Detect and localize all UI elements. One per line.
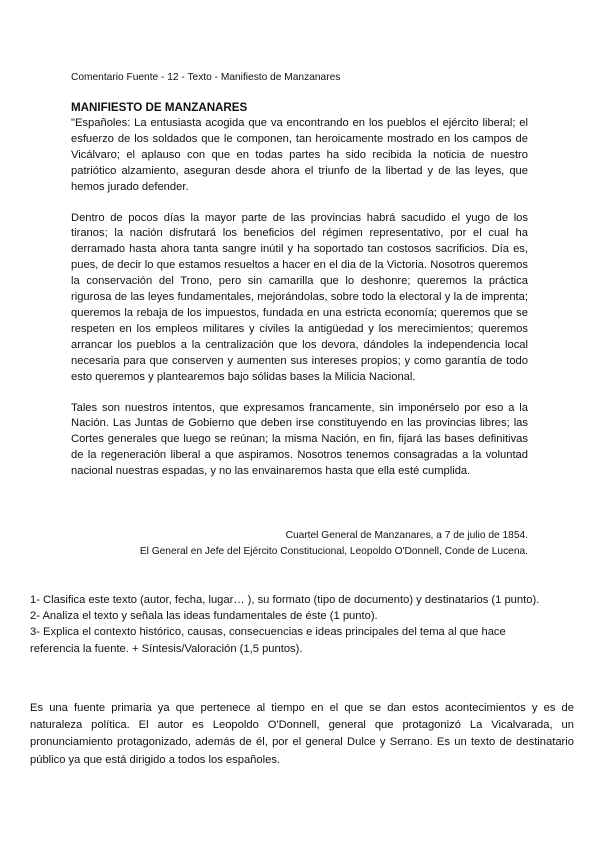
manifesto-block — [71, 100, 528, 495]
answer-paragraph: Es una fuente primaria ya que pertenece al tiempo en el que se dan estos acontecimientos y es de naturaleza política. El autor es Leopoldo O'Donnell, general que protagonizó La Vicalvarada, un pronunciamiento protagonizado, además de él, por el general Dulce y Serrano. Es un texto de destinatario público ya que está dirigido a todos los españoles. — [30, 702, 574, 766]
manifesto-paragraph-3: Tales son nuestros intentos, que expresamos francamente, sin imponérselo por eso a la Nación. Las Juntas de Gobierno que deben irse constituyendo en las provincias libres; las Cortes generales que luego se reúnan; la misma Nación, en fin, fijará las bases definitivas de la regeneración liberal a que aspiramos. Nosotros tenemos consagradas a la voluntad nacional nuestras espadas, y no las envainaremos hasta que ella esté cumplida. — [71, 401, 528, 478]
questions-list — [30, 592, 575, 657]
question-1: 1- Clasifica este texto (autor, fecha, lugar… ), su formato (tipo de documento) y destinatarios (1 punto). — [30, 594, 540, 606]
manifesto-paragraph-2: Dentro de pocos días la mayor parte de las provincias habrá sacudido el yugo de los tiranos; la nación disfrutará los beneficios del régimen representativo, por el cual ha derramado hasta ahora tanta sangre inútil y ha soportado tan costosos sacrificios. Día es, pues, de decir lo que estamos resueltos a hacer en el dia de la Victoria. Nosotros queremos la conservación del Trono, pero sin camarilla que lo deshonre; queremos la práctica rigurosa de las leyes fundamentales, mejorándolas, sobre todo la electoral y la de imprenta; queremos la rebaja de los impuestos, fundada en una estricta economía; queremos que se respeten en los empleos militares y civiles la antigüedad y los merecimientos; queremos arrancar los pueblos a la centralización que los devora, dándoles la independencia local necesaria para que conserven y aumenten sus intereses propios; y como garantía de todo esto queremos y plantearemos bajo sólidas bases la Milicia Nacional. — [71, 211, 528, 383]
page-header: Comentario Fuente - 12 - Texto - Manifiesto de Manzanares — [71, 72, 341, 83]
manifesto-title: MANIFIESTO DE MANZANARES — [71, 101, 248, 114]
question-2: 2- Analiza el texto y señala las ideas fundamentales de éste (1 punto). — [30, 610, 378, 623]
question-3: 3- Explica el contexto histórico, causas, consecuencias e ideas principales del tema al que hace — [30, 626, 506, 639]
manifesto-paragraph-1: "Españoles: La entusiasta acogida que va encontrando en los pueblos el ejército liberal; el esfuerzo de los soldados que le componen, tan heroicamente mostrado en los campos de Vicálvaro; el aplauso con que en todas partes ha sido recibida la noticia de nuestro patriótico alzamiento, aseguran desde ahora el triunfo de la libertad y de las leyes, que hemos jurado defender. — [71, 117, 528, 193]
question-3-continued: referencia la fuente. + Síntesis/Valoración (1,5 puntos). — [30, 642, 303, 655]
signature-author: El General en Jefe del Ejército Constitucional, Leopoldo O'Donnell, Conde de Lucena. — [139, 546, 528, 557]
signature-block — [71, 528, 528, 560]
signature-place-date: Cuartel General de Manzanares, a 7 de julio de 1854. — [285, 530, 528, 541]
